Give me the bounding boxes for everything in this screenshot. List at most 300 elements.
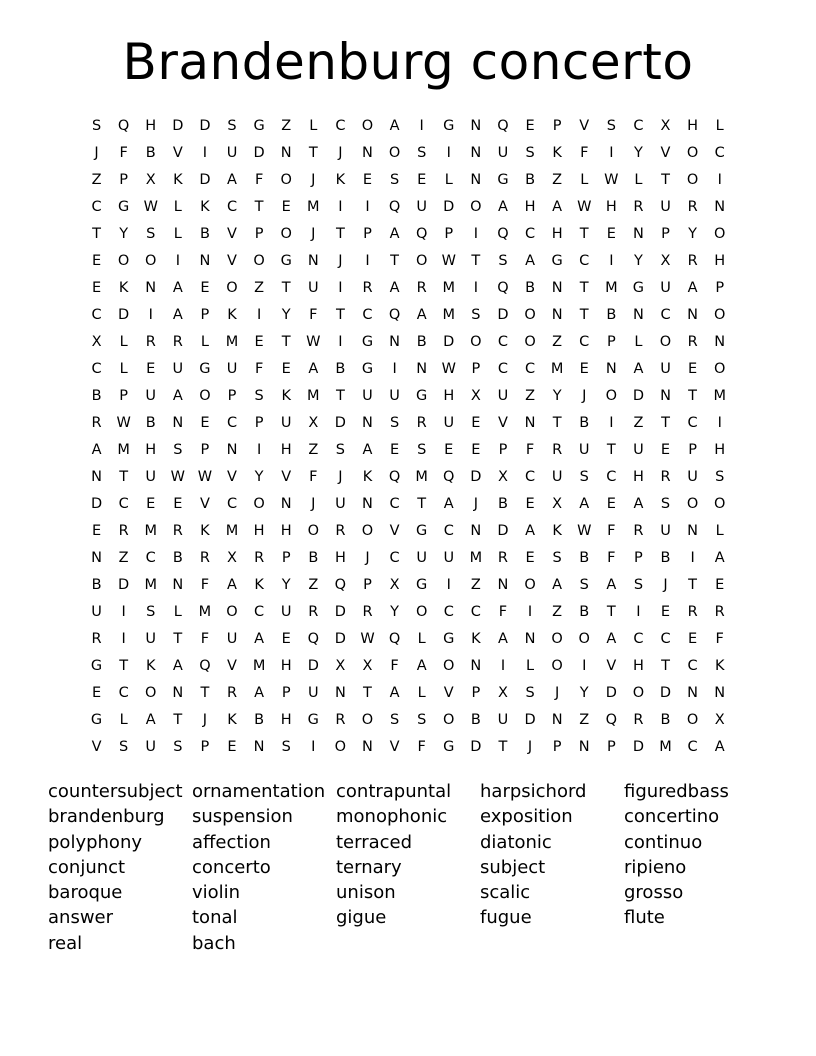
grid-letter: Y xyxy=(281,577,291,593)
grid-letter: L xyxy=(634,172,643,188)
grid-letter: T xyxy=(688,577,698,593)
grid-letter: H xyxy=(253,523,265,539)
grid-letter: A xyxy=(633,361,644,377)
grid-letter: J xyxy=(527,739,533,755)
grid-letter: A xyxy=(362,442,373,458)
grid-letter: O xyxy=(686,712,699,728)
grid-letter: D xyxy=(199,118,211,134)
grid-letter: B xyxy=(254,712,265,728)
word-list-item: conjunct xyxy=(48,856,126,878)
grid-letter: U xyxy=(145,631,157,647)
grid-letter: N xyxy=(578,739,590,755)
grid-letter: B xyxy=(91,577,102,593)
grid-letter: W xyxy=(441,361,456,377)
grid-letter: J xyxy=(338,253,343,269)
grid-letter: K xyxy=(227,307,237,323)
grid-letter: T xyxy=(688,388,698,404)
grid-letter: N xyxy=(172,415,184,431)
grid-letter: S xyxy=(606,118,616,134)
grid-letter: E xyxy=(660,442,671,458)
grid-letter: G xyxy=(443,118,455,134)
grid-letter: T xyxy=(173,712,183,728)
grid-letter: F xyxy=(200,631,210,647)
grid-letter: G xyxy=(253,118,265,134)
grid-letter: Z xyxy=(579,712,590,728)
grid-letter: N xyxy=(416,361,428,377)
grid-letter: P xyxy=(606,334,616,350)
grid-letter: X xyxy=(335,658,346,674)
grid-letter: H xyxy=(714,442,726,458)
grid-letter: V xyxy=(579,118,590,134)
grid-letter: A xyxy=(552,577,563,593)
grid-letter: K xyxy=(173,172,183,188)
grid-letter: A xyxy=(525,253,535,269)
grid-letter: P xyxy=(498,442,508,458)
grid-letter: K xyxy=(471,631,481,647)
grid-letter: V xyxy=(91,739,102,755)
grid-letter: N xyxy=(551,280,563,296)
grid-letter: C xyxy=(524,361,536,377)
grid-letter: N xyxy=(470,118,482,134)
grid-letter: R xyxy=(497,550,508,566)
grid-letter: X xyxy=(308,415,319,431)
grid-letter: D xyxy=(632,739,644,755)
grid-letter: I xyxy=(419,118,424,134)
grid-letter: G xyxy=(118,199,130,215)
grid-letter: T xyxy=(281,334,291,350)
grid-letter: X xyxy=(497,469,508,485)
word-list-item: ripieno xyxy=(624,856,687,878)
word-list-item: polyphony xyxy=(48,831,142,853)
grid-letter: I xyxy=(446,577,451,593)
grid-letter: F xyxy=(254,361,264,377)
grid-letter: J xyxy=(94,145,99,161)
word-list-item: countersubject xyxy=(48,781,183,802)
grid-letter: I xyxy=(473,280,478,296)
grid-letter: N xyxy=(280,145,292,161)
grid-letter: A xyxy=(389,226,400,242)
grid-letter: A xyxy=(416,307,427,323)
grid-letter: S xyxy=(525,145,535,161)
grid-letter: R xyxy=(362,604,373,620)
grid-letter: X xyxy=(660,118,671,134)
grid-letter: Q xyxy=(497,118,509,134)
word-list-item: violin xyxy=(192,882,241,904)
word-list-item: concertino xyxy=(624,806,720,828)
grid-letter: R xyxy=(254,550,265,566)
grid-letter: I xyxy=(609,145,614,161)
grid-letter: O xyxy=(551,631,563,647)
grid-letter: N xyxy=(172,577,184,593)
grid-letter: N xyxy=(632,226,644,242)
grid-letter: C xyxy=(254,604,265,620)
grid-letter: W xyxy=(143,199,158,215)
grid-letter: P xyxy=(634,550,643,566)
grid-letter: U xyxy=(660,523,671,539)
word-list-item: answer xyxy=(48,907,114,929)
grid-letter: A xyxy=(633,496,644,512)
word-list-item: gigue xyxy=(336,907,387,929)
grid-letter: O xyxy=(578,631,590,647)
grid-letter: N xyxy=(551,712,563,728)
word-list-item: grosso xyxy=(624,882,684,904)
grid-letter: A xyxy=(389,280,400,296)
grid-letter: O xyxy=(443,712,455,728)
grid-letter: O xyxy=(686,172,699,188)
grid-letter: D xyxy=(470,739,482,755)
grid-letter: U xyxy=(226,631,238,647)
grid-letter: A xyxy=(254,631,265,647)
grid-letter: A xyxy=(227,172,237,188)
grid-letter: G xyxy=(361,334,374,350)
grid-letter: Q xyxy=(497,280,509,296)
grid-letter: B xyxy=(172,550,183,566)
grid-letter: E xyxy=(281,361,291,377)
grid-letter: I xyxy=(717,172,722,188)
grid-letter: J xyxy=(582,388,587,404)
grid-letter: D xyxy=(307,658,319,674)
grid-letter: H xyxy=(334,550,346,566)
grid-letter: O xyxy=(605,388,618,404)
grid-letter: E xyxy=(525,550,535,566)
grid-letter: E xyxy=(227,739,237,755)
grid-letter: G xyxy=(90,658,103,674)
grid-letter: H xyxy=(280,658,292,674)
grid-letter: U xyxy=(551,469,563,485)
grid-letter: I xyxy=(609,415,614,431)
grid-letter: A xyxy=(606,631,617,647)
grid-letter: G xyxy=(280,253,292,269)
grid-letter: R xyxy=(633,523,644,539)
grid-letter: R xyxy=(335,712,346,728)
grid-letter: I xyxy=(121,604,126,620)
grid-letter: C xyxy=(91,307,102,323)
grid-letter: O xyxy=(524,307,536,323)
grid-letter: Z xyxy=(552,172,563,188)
grid-letter: R xyxy=(660,469,671,485)
grid-letter: L xyxy=(173,226,182,242)
grid-letter: I xyxy=(500,658,506,674)
grid-letter: M xyxy=(144,577,157,593)
grid-letter: B xyxy=(470,712,481,728)
grid-letter: O xyxy=(388,145,401,161)
grid-letter: D xyxy=(524,712,536,728)
grid-letter: C xyxy=(145,550,156,566)
grid-letter: S xyxy=(173,442,183,458)
grid-letter: N xyxy=(470,145,482,161)
grid-letter: K xyxy=(227,712,237,728)
grid-letter: S xyxy=(525,685,535,701)
grid-letter: F xyxy=(390,658,399,674)
grid-letter: H xyxy=(632,469,644,485)
grid-letter: I xyxy=(202,145,208,161)
grid-letter: U xyxy=(416,199,427,215)
grid-letter: A xyxy=(552,199,563,215)
grid-letter: B xyxy=(145,415,156,431)
grid-letter: J xyxy=(338,469,343,485)
grid-letter: L xyxy=(173,199,182,215)
grid-letter: T xyxy=(281,280,291,296)
grid-letter: B xyxy=(91,388,102,404)
grid-letter: W xyxy=(306,334,321,350)
grid-letter: L xyxy=(634,334,643,350)
grid-letter: C xyxy=(579,334,590,350)
grid-letter: F xyxy=(200,577,210,593)
grid-letter: X xyxy=(145,172,156,188)
grid-letter: N xyxy=(362,496,373,512)
grid-letter: N xyxy=(253,739,265,755)
grid-letter: X xyxy=(362,658,373,674)
grid-letter: E xyxy=(606,496,616,512)
grid-letter: W xyxy=(197,469,213,485)
word-list-item: tonal xyxy=(192,907,238,929)
grid-letter: B xyxy=(579,415,590,431)
grid-letter: E xyxy=(91,280,102,296)
grid-letter: D xyxy=(659,685,672,701)
grid-letter: D xyxy=(334,604,346,620)
grid-letter: P xyxy=(715,280,725,296)
word-list-item: harpsichord xyxy=(480,781,587,802)
grid-letter: C xyxy=(226,496,238,512)
grid-letter: T xyxy=(173,631,183,647)
grid-letter: N xyxy=(470,523,482,539)
grid-letter: M xyxy=(659,739,672,755)
grid-letter: R xyxy=(552,442,563,458)
grid-letter: U xyxy=(443,415,455,431)
grid-letter: W xyxy=(360,631,375,647)
grid-letter: O xyxy=(334,739,347,755)
grid-letter: V xyxy=(497,415,508,431)
word-list-item: unison xyxy=(336,882,396,904)
grid-letter: E xyxy=(660,604,671,620)
grid-letter: I xyxy=(338,199,343,215)
grid-letter: O xyxy=(280,172,292,188)
grid-letter: A xyxy=(525,523,535,539)
grid-letter: P xyxy=(281,550,291,566)
word-list-item: figuredbass xyxy=(624,781,729,802)
grid-letter: I xyxy=(690,550,695,566)
grid-letter: K xyxy=(714,658,725,674)
grid-letter: U xyxy=(91,604,102,620)
grid-letter: U xyxy=(687,469,698,485)
grid-letter: M xyxy=(117,442,130,458)
grid-letter: C xyxy=(389,550,400,566)
grid-letter: N xyxy=(524,631,536,647)
grid-letter: B xyxy=(308,550,319,566)
grid-letter: E xyxy=(281,631,291,647)
grid-letter: N xyxy=(714,334,726,350)
grid-letter: N xyxy=(497,577,509,593)
grid-letter: P xyxy=(119,388,129,404)
grid-letter: E xyxy=(91,523,102,539)
grid-letter: Y xyxy=(119,226,129,242)
grid-letter: E xyxy=(281,199,291,215)
grid-letter: O xyxy=(145,253,157,269)
grid-letter: T xyxy=(417,496,427,512)
grid-letter: L xyxy=(526,658,535,674)
grid-letter: Z xyxy=(525,388,536,404)
grid-letter: R xyxy=(172,334,183,350)
grid-letter: B xyxy=(145,145,156,161)
grid-letter: E xyxy=(146,361,156,377)
grid-letter: T xyxy=(661,658,670,674)
grid-letter: I xyxy=(446,145,451,161)
grid-letter: T xyxy=(579,280,589,296)
grid-letter: G xyxy=(443,631,455,647)
grid-letter: M xyxy=(252,658,266,674)
grid-letter: P xyxy=(200,739,210,755)
grid-letter: C xyxy=(579,253,590,269)
grid-letter: I xyxy=(256,442,262,458)
grid-letter: Y xyxy=(254,469,264,485)
grid-letter: S xyxy=(471,307,481,323)
grid-letter: M xyxy=(198,604,212,620)
grid-letter: X xyxy=(660,253,671,269)
grid-letter: C xyxy=(714,145,725,161)
grid-letter: M xyxy=(442,280,456,296)
grid-letter: G xyxy=(497,172,509,188)
grid-letter: X xyxy=(227,550,237,566)
grid-letter: H xyxy=(145,442,157,458)
grid-letter: N xyxy=(660,388,671,404)
grid-letter: U xyxy=(497,712,509,728)
grid-letter: H xyxy=(443,388,455,404)
grid-letter: P xyxy=(552,739,562,755)
grid-letter: P xyxy=(200,442,210,458)
grid-letter: C xyxy=(660,307,671,323)
grid-letter: S xyxy=(579,469,589,485)
grid-letter: B xyxy=(497,496,508,512)
grid-letter: B xyxy=(660,550,671,566)
grid-letter: H xyxy=(714,253,726,269)
word-list-item: baroque xyxy=(48,882,123,904)
grid-letter: U xyxy=(307,280,319,296)
grid-letter: A xyxy=(606,577,617,593)
grid-letter: J xyxy=(663,577,668,593)
grid-letter: D xyxy=(253,145,265,161)
grid-letter: T xyxy=(579,226,589,242)
grid-letter: C xyxy=(226,415,238,431)
grid-letter: W xyxy=(577,199,592,215)
word-list-item: contrapuntal xyxy=(336,781,452,802)
grid-letter: L xyxy=(715,523,724,539)
grid-letter: U xyxy=(280,604,292,620)
grid-letter: V xyxy=(443,685,454,701)
grid-letter: N xyxy=(470,658,482,674)
grid-letter: Q xyxy=(388,199,401,215)
grid-letter: A xyxy=(579,496,590,512)
grid-letter: S xyxy=(417,145,427,161)
grid-letter: Q xyxy=(307,631,319,647)
grid-letter: D xyxy=(90,496,103,512)
grid-letter: N xyxy=(91,469,102,485)
grid-letter: N xyxy=(632,307,644,323)
grid-letter: D xyxy=(632,388,644,404)
grid-letter: U xyxy=(660,280,671,296)
grid-letter: U xyxy=(307,685,319,701)
grid-letter: S xyxy=(146,604,156,620)
grid-letter: D xyxy=(334,415,346,431)
grid-letter: M xyxy=(307,199,320,215)
grid-letter: I xyxy=(121,631,126,647)
grid-letter: S xyxy=(389,415,400,431)
grid-letter: L xyxy=(119,361,128,377)
grid-letter: I xyxy=(636,604,641,620)
grid-letter: E xyxy=(525,118,535,134)
grid-letter: H xyxy=(687,118,699,134)
grid-letter: D xyxy=(334,631,346,647)
grid-letter: U xyxy=(497,145,509,161)
grid-letter: O xyxy=(361,523,374,539)
grid-letter: R xyxy=(714,604,725,620)
grid-letter: Y xyxy=(688,226,698,242)
grid-letter: O xyxy=(524,577,536,593)
grid-letter: U xyxy=(389,388,400,404)
grid-letter: E xyxy=(471,442,481,458)
grid-letter: X xyxy=(91,334,102,350)
grid-letter: U xyxy=(633,442,644,458)
grid-letter: C xyxy=(497,334,509,350)
grid-letter: Z xyxy=(91,172,102,188)
grid-letter: Q xyxy=(199,658,211,674)
grid-letter: Z xyxy=(118,550,129,566)
grid-letter: F xyxy=(417,739,426,755)
word-list-item: ornamentation xyxy=(192,781,326,802)
grid-letter: N xyxy=(605,361,617,377)
grid-letter: I xyxy=(717,415,722,431)
grid-letter: X xyxy=(497,685,508,701)
grid-letter: Q xyxy=(443,469,455,485)
grid-letter: S xyxy=(119,739,129,755)
grid-letter: O xyxy=(361,712,374,728)
grid-letter: L xyxy=(444,172,453,188)
grid-letter: H xyxy=(632,658,644,674)
word-list-item: continuo xyxy=(624,831,703,853)
grid-letter: T xyxy=(363,685,372,701)
grid-letter: E xyxy=(389,442,400,458)
grid-letter: I xyxy=(392,361,397,377)
grid-letter: E xyxy=(173,496,183,512)
grid-letter: A xyxy=(91,442,102,458)
grid-letter: H xyxy=(145,118,157,134)
grid-letter: H xyxy=(280,523,292,539)
grid-letter: R xyxy=(416,415,427,431)
grid-letter: Q xyxy=(117,118,130,134)
grid-letter: P xyxy=(471,361,481,377)
grid-letter: A xyxy=(497,631,508,647)
grid-letter: K xyxy=(118,280,129,296)
grid-letter: G xyxy=(416,577,428,593)
grid-letter: J xyxy=(555,685,560,701)
grid-letter: S xyxy=(227,118,237,134)
grid-letter: G xyxy=(416,523,428,539)
grid-letter: S xyxy=(389,712,400,728)
grid-letter: N xyxy=(714,685,726,701)
word-list-item: diatonic xyxy=(480,831,552,853)
grid-letter: K xyxy=(335,172,346,188)
grid-letter: O xyxy=(551,658,563,674)
grid-letter: U xyxy=(578,442,590,458)
grid-letter: E xyxy=(362,172,373,188)
word-list-item: exposition xyxy=(480,806,573,828)
grid-letter: G xyxy=(199,361,211,377)
grid-letter: C xyxy=(335,118,346,134)
grid-letter: V xyxy=(227,469,237,485)
grid-letter: O xyxy=(226,280,238,296)
grid-letter: R xyxy=(172,523,183,539)
grid-letter: V xyxy=(389,523,400,539)
grid-letter: C xyxy=(362,307,373,323)
